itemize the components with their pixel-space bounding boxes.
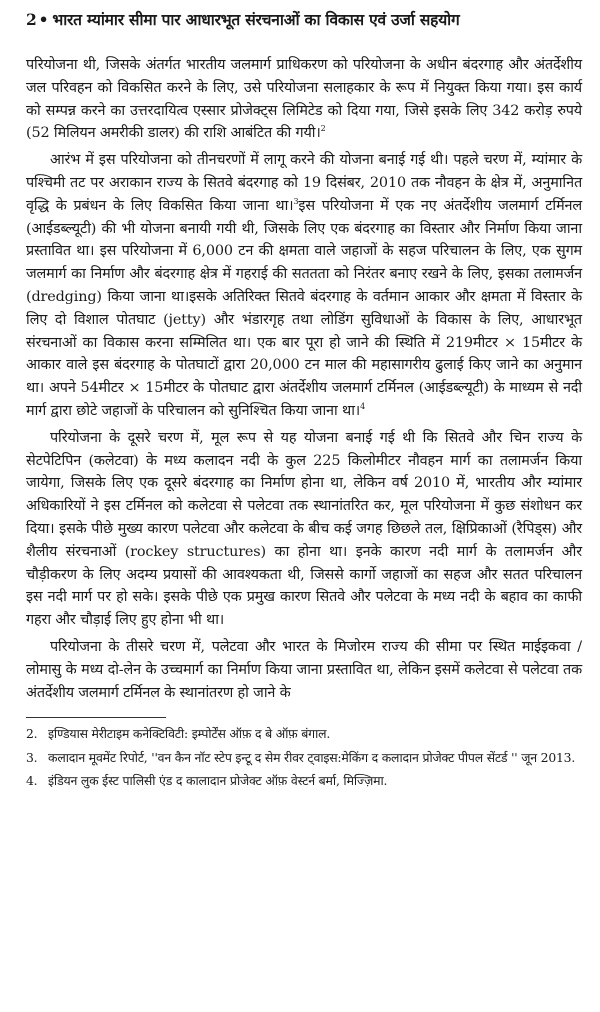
footnote-ref-3[interactable]: 3 [293,196,299,206]
running-header [26,8,582,32]
paragraph-1 [26,54,582,145]
footnote-number: 2. [26,726,38,742]
paragraph-3-text: परियोजना के दूसरे चरण में, मूल रूप से यह योजना बनाई गई थी कि सितवे और चिन राज्य के सेटपेटिपिन (कलेटवा) के मध्य कलादन नदी के कुल 225 किलोमीटर नौवहन मार्ग का तलामर्जन किया जायेगा, जिसके लिए एक दूसरे बंदरगाह का निर्माण होना था, लेकिन वर्ष 2010 में, भारतीय और म्यांमार अधिकारियों ने इस टर्मिनल को कलेटवा से पलेटवा तक स्थानांतरित कर, मूल परियोजना में कुछ संशोधन कर दिया। इसके पीछे मुख्य कारण पलेटवा और कलेटवा के बीच कई जगह छिछले तल, क्षिप्रिकाओं (रैपिड्स) और शैलीय संरचनाओं (rockey structures) का होना था। इनके कारण नदी मार्ग के तलामर्जन और चौड़ीकरण के लिए अदम्य प्रयासों की आवश्यकता थी, जिससे कार्गो जहाजों का सहज और सतत परिचालन इस नदी मार्ग पर हो सके। इसके पीछे एक प्रमुख कारण सितवे और पलेटवा के मध्य नदी के बहाव का काफी गहरा और चौड़ाई लिए हुए होना भी था। [26,429,582,629]
footnote-item [26,748,582,768]
paragraph-2 [26,149,582,423]
footnote-ref-4[interactable]: 4 [360,402,366,412]
page-number: 2 [26,10,37,29]
footnote-text: इण्डियास मेरीटाइम कनेक्टिविटी: इम्पोर्टेंस ऑफ़ द बे ऑफ़ बंगाल. [48,726,331,742]
paragraph-3 [26,427,582,632]
paragraph-4-text: परियोजना के तीसरे चरण में, पलेटवा और भारत के मिजोरम राज्य की सीमा पर स्थित माईइकवा / लोमासु के मध्य दो-लेन के उच्चमार्ग का निर्माण किया जाना प्रस्तावित था, लेकिन इसमें कलेटवा से पलेटवा तक अंतर्देशीय जलमार्ग टर्मिनल के स्थानांतरण हो जाने के [26,638,582,701]
header-bullet: • [38,10,49,29]
footnote-ref-2[interactable]: 2 [320,124,326,134]
footnote-text: इंडियन लुक ईस्ट पालिसी एंड द कालादान प्रोजेक्ट ऑफ़ वेस्टर्न बर्मा, मिज्ज़िमा. [48,773,388,789]
footnotes [26,724,582,791]
footnote-divider [26,717,166,718]
footnote-number: 4. [26,773,38,789]
body-text [26,54,582,704]
paragraph-4 [26,636,582,704]
paragraph-2-text: आरंभ में इस परियोजना को तीनचरणों में लागू करने की योजना बनाई गई थी। पहले चरण में, म्यांमार के पश्चिमी तट पर अराकान राज्य के सितवे बंदरगाह को 19 दिसंबर, 2010 तक नौवहन के क्षेत्र में, अनुमानित वृद्धि के प्रबंधन के लिए विकसित किया जाना था। [26,152,582,214]
paragraph-1-text: परियोजना थी, जिसके अंतर्गत भारतीय जलमार्ग प्राधिकरण को परियोजना के अधीन बंदरगाह और अंतर्देशीय जल परिवहन को विकसित करने के लिए, उसे परियोजना सलाहकार के रूप में नियुक्त किया गया। इस कार्य को सम्पन्न करने का उत्तरदायित्व एस्सार प्रोजेक्ट्स लिमिटेड को दिया गया, जिसे इसके लिए 342 करोड़ रुपये (52 मिलियन अमरीकी डालर) की राशि आबंटित की गयी। [26,57,582,142]
footnote-item [26,724,582,744]
footnote-number: 3. [26,749,38,765]
footnote-text: कलादान मूवमेंट रिपोर्ट, ''वन कैन नॉट स्टेप इन्टू द सेम रीवर ट्वाइस:मेकिंग द कलादान प्रोजेक्ट पीपल सेंटर्ड '' जून 2013. [48,749,576,765]
footnote-item [26,771,582,791]
running-title: भारत म्यांमार सीमा पार आधारभूत संरचनाओं का विकास एवं उर्जा सहयोग [52,10,460,29]
book-page [26,8,582,795]
paragraph-2-rest: इस परियोजना में एक नए अंतर्देशीय जलमार्ग टर्मिनल (आईडब्ल्यूटी) की भी योजना बनायी गयी थी, जिसके लिए एक बंदरगाह का विस्तार और निर्माण किया जाना प्रस्तावित था। इस परियोजना में 6,000 टन की क्षमता वाले जहाजों के सहज परिचालन के लिए, एक सुगम जलमार्ग का निर्माण और बंदरगाह क्षेत्र में गहराई की सततता को निरंतर बनाए रखने के लिए, इसका तलामर्जन (dredging) किया जाना था।इसके अतिरिक्त सितवे बंदरगाह के वर्तमान आकार और क्षमता में विस्तार के लिए दो विशाल पोतघाट (jetty) और भंडारगृह तथा लोडिंग सुविधाओं के विकास के लिए, आधारभूत संरचनाओं का विकास करना सम्मिलित था। एक बार पूरा हो जाने की स्थिति में 219मीटर × 15मीटर के आकार वाले इस बंदरगाह के पोतघाटों द्वारा 20,000 टन माल की महासागरीय ढुलाई किए जाने का अनुमान था। अपने 54मीटर × 15मीटर के पोतघाट द्वारा अंतर्देशीय जलमार्ग टर्मिनल (आईडब्ल्यूटी) के माध्यम से नदी मार्ग द्वारा छोटे जहाजों के परिचालन को सुनिश्चित किया जाना था। [26,197,582,419]
